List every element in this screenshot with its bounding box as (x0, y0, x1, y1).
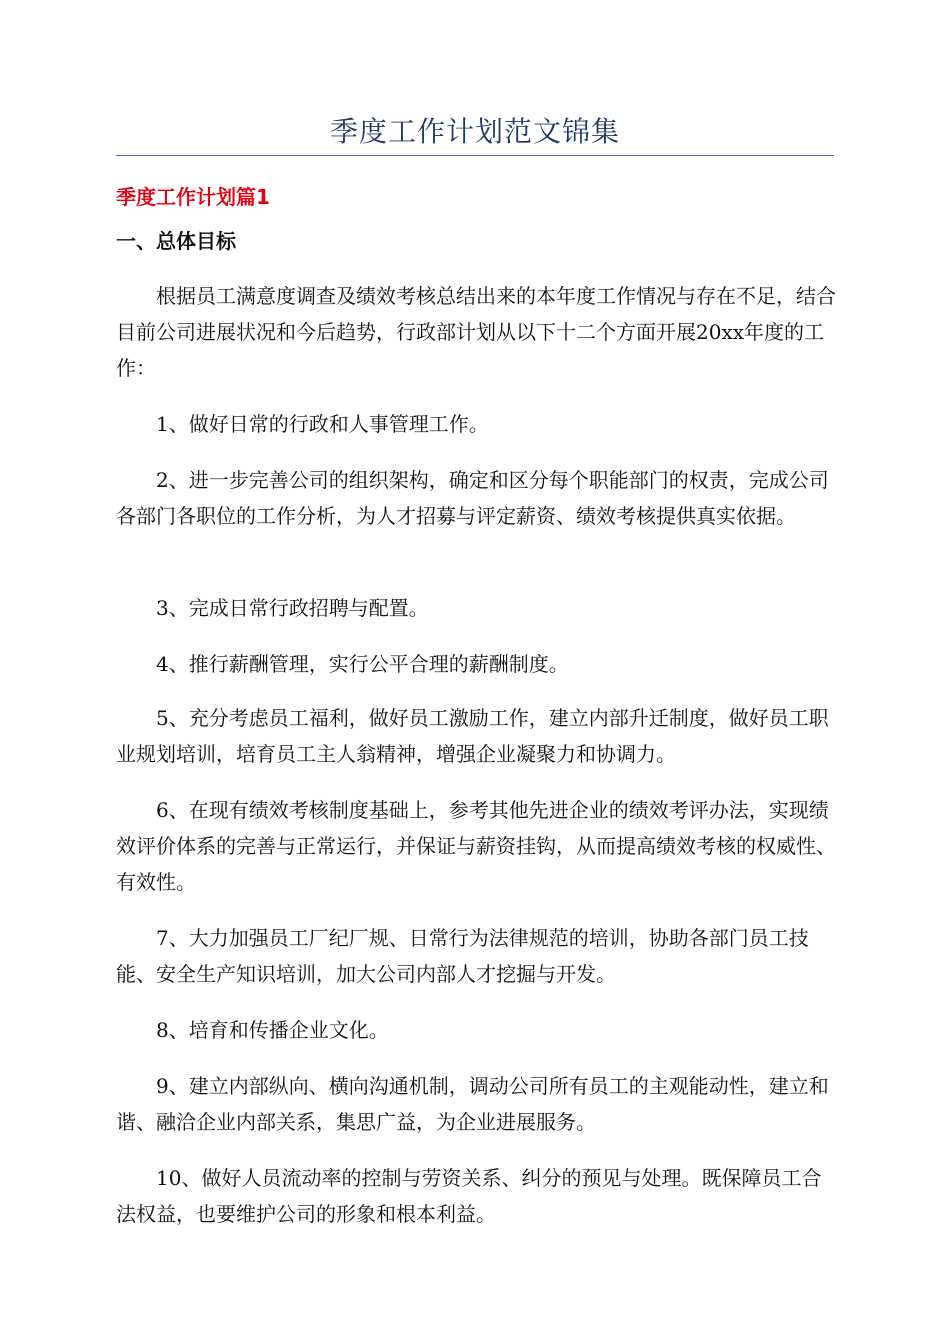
plan-item-5: 5、充分考虑员工福利，做好员工激励工作，建立内部升迁制度，做好员工职业规划培训，培育员工主人翁精神，增强企业凝聚力和协调力。 (116, 706, 829, 766)
section-heading: 季度工作计划篇1 (116, 185, 270, 209)
plan-item-3: 3、完成日常行政招聘与配置。 (156, 596, 429, 620)
plan-item-6: 6、在现有绩效考核制度基础上，参考其他先进企业的绩效考评办法，实现绩效评价体系的完善与正常运行，并保证与薪资挂钩，从而提高绩效考核的权威性、有效性。 (116, 798, 836, 894)
intro-paragraph: 根据员工满意度调查及绩效考核总结出来的本年度工作情况与存在不足，结合目前公司进展状况和今后趋势，行政部计划从以下十二个方面开展20xx年度的工作： (116, 284, 836, 380)
title-underline (116, 155, 834, 156)
plan-item-1: 1、做好日常的行政和人事管理工作。 (156, 412, 489, 436)
plan-item-2: 2、进一步完善公司的组织架构，确定和区分每个职能部门的权责，完成公司各部门各职位的工作分析，为人才招募与评定薪资、绩效考核提供真实依据。 (116, 468, 829, 528)
plan-item-9: 9、建立内部纵向、横向沟通机制，调动公司所有员工的主观能动性，建立和谐、融洽企业内部关系，集思广益，为企业进展服务。 (116, 1074, 829, 1134)
document-title: 季度工作计划范文锦集 (329, 115, 620, 148)
plan-item-8: 8、培育和传播企业文化。 (156, 1018, 389, 1042)
plan-item-7: 7、大力加强员工厂纪厂规、日常行为法律规范的培训，协助各部门员工技能、安全生产知识培训，加大公司内部人才挖掘与开发。 (116, 926, 809, 986)
sub-heading-overall-goal: 一、总体目标 (116, 229, 236, 253)
plan-item-10: 10、做好人员流动率的控制与劳资关系、纠分的预见与处理。既保障员工合法权益，也要维护公司的形象和根本利益。 (116, 1166, 822, 1226)
plan-item-4: 4、推行薪酬管理，实行公平合理的薪酬制度。 (156, 652, 569, 676)
